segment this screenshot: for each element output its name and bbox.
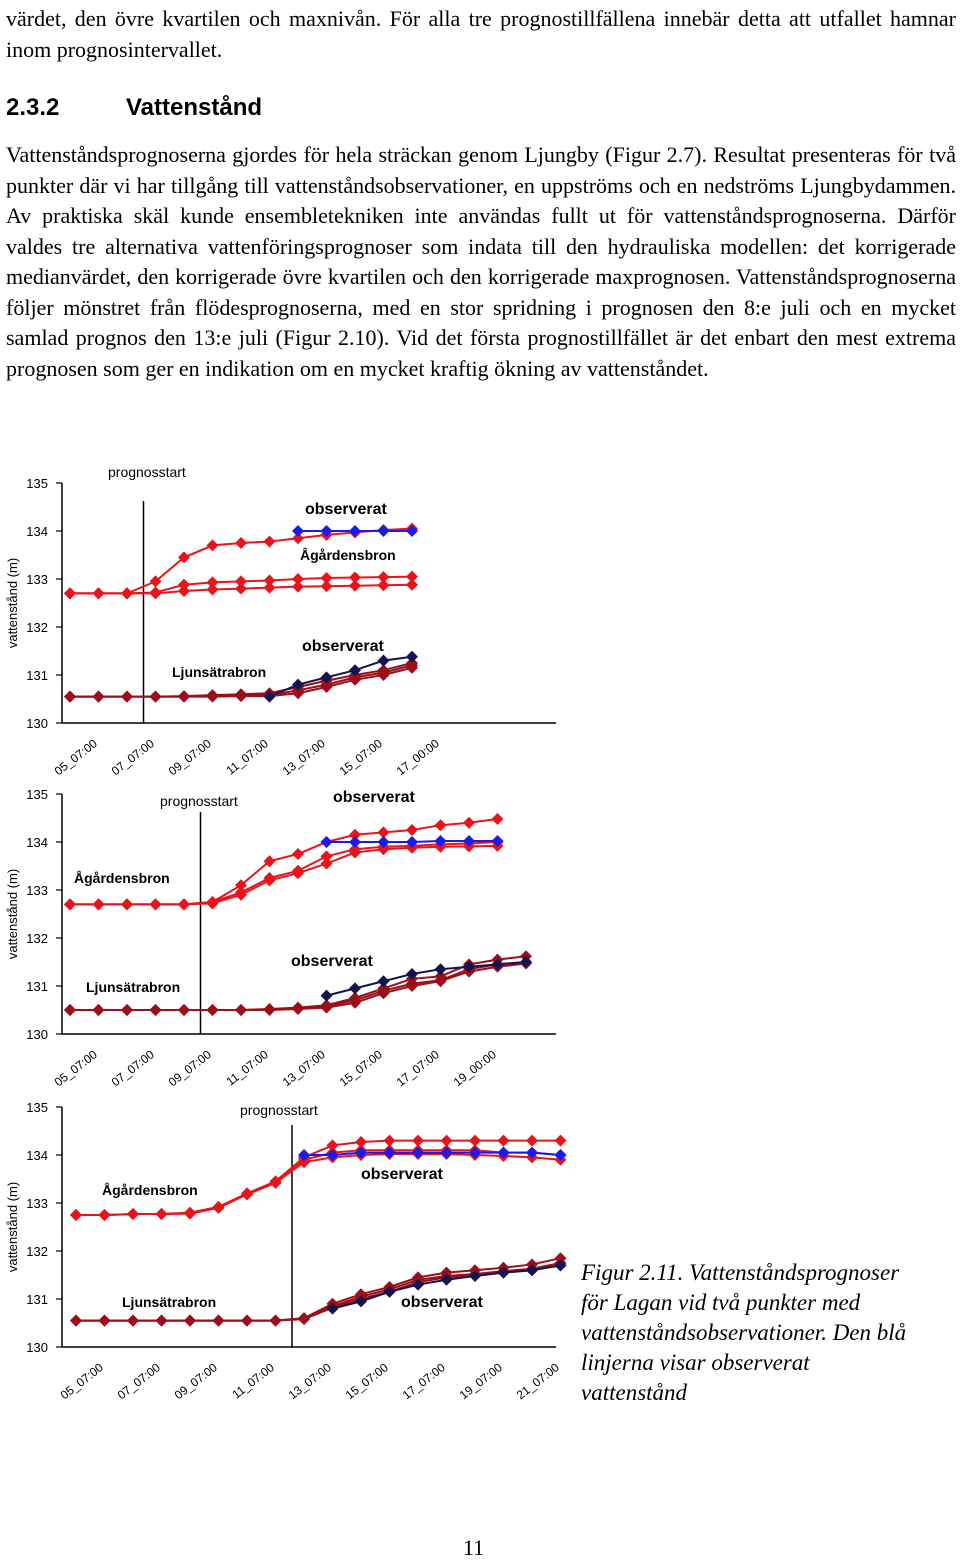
forecast-upstream-point (264, 536, 276, 548)
x-tick-label: 19_00:00 (450, 1047, 499, 1090)
station-label-agardensbron: Ågårdensbron (102, 1182, 198, 1198)
forecast-upstream-point (178, 898, 190, 910)
forecast-upstream-point (435, 819, 447, 831)
y-tick-label: 132 (26, 1244, 48, 1259)
observed-downstream-point (378, 655, 390, 667)
forecast-upstream-point (492, 813, 504, 825)
forecast-upstream-point (498, 1135, 510, 1147)
forecast-downstream-point (207, 691, 219, 703)
observed-downstream-point (349, 982, 361, 994)
y-tick-label: 135 (26, 1100, 48, 1115)
forecast-downstream-point (127, 1315, 139, 1327)
forecast-downstream-point (99, 1315, 111, 1327)
forecast-downstream-point (264, 1004, 276, 1016)
forecast-upstream-point (207, 539, 219, 551)
figure-caption: Figur 2.11. Vattenståndsprognoser för Lagan vid två punkter med vattenståndsobservationer. Den blå linjerna visar observerat vattenstånd (581, 1260, 907, 1405)
water-level-chart-1 (0, 455, 960, 785)
station-label-ljunsatrabron: Ljunsätrabron (122, 1294, 217, 1310)
forecast-upstream-point (555, 1135, 567, 1147)
forecast-downstream-point (184, 1315, 196, 1327)
x-tick-label: 11_07:00 (223, 1047, 271, 1089)
y-tick-label: 132 (26, 931, 48, 946)
forecast-upstream-point (64, 898, 76, 910)
y-tick-label: 134 (26, 1148, 48, 1163)
x-tick-label: 05_07:00 (51, 736, 100, 779)
forecast-downstream-point (178, 691, 190, 703)
y-tick-label: 131 (26, 668, 48, 683)
x-tick-label: 05_07:00 (57, 1360, 106, 1403)
y-tick-label: 135 (26, 787, 48, 802)
station-label-agardensbron: Ågårdensbron (300, 547, 396, 563)
observed-upstream-point (292, 525, 304, 537)
observed-upstream-point (321, 836, 333, 848)
observed-label-lower: observerat (291, 953, 373, 970)
forecast-downstream-point (241, 1315, 253, 1327)
observed-upstream-point (378, 525, 390, 537)
forecast-downstream-point (121, 1004, 133, 1016)
forecast-upstream-point (150, 898, 162, 910)
forecast-upstream-point (99, 1209, 111, 1221)
station-label-ljunsatrabron: Ljunsätrabron (172, 664, 267, 680)
observed-label-upper: observerat (333, 789, 415, 806)
station-label-ljunsatrabron: Ljunsätrabron (86, 979, 181, 995)
x-tick-label: 13_07:00 (285, 1360, 334, 1403)
prognosstart-label: prognosstart (160, 793, 238, 809)
forecast-upstream-point (121, 587, 133, 599)
forecast-downstream-point (93, 1004, 105, 1016)
forecast-upstream-point (70, 1209, 82, 1221)
forecast-downstream-line (76, 1263, 561, 1321)
y-tick-label: 132 (26, 620, 48, 635)
forecast-upstream-line (70, 819, 498, 904)
forecast-upstream-point (292, 581, 304, 593)
x-tick-label: 07_07:00 (114, 1360, 163, 1403)
forecast-downstream-point (207, 1004, 219, 1016)
page-number: 11 (463, 1535, 485, 1560)
forecast-upstream-point (127, 1208, 139, 1220)
x-tick-label: 17_00:00 (393, 736, 442, 779)
station-label-agardensbron: Ågårdensbron (74, 870, 170, 886)
water-level-chart-2 (0, 770, 960, 1100)
forecast-upstream-point (93, 898, 105, 910)
forecast-upstream-point (235, 537, 247, 549)
forecast-downstream-point (64, 691, 76, 703)
x-tick-label: 17_07:00 (399, 1360, 448, 1403)
y-axis-label: vattenstånd (m) (5, 868, 20, 960)
forecast-downstream-point (235, 690, 247, 702)
x-tick-label: 19_07:00 (456, 1360, 505, 1403)
forecast-downstream-point (235, 1004, 247, 1016)
x-tick-label: 09_07:00 (165, 736, 214, 779)
section-number: 2.3.2 (6, 94, 60, 121)
forecast-upstream-point (150, 587, 162, 599)
body-paragraph: Vattenståndsprognoserna gjordes för hela sträckan genom Ljungby (Figur 2.7). Resultat presenteras för två punkter där vi har tillgång till vattenståndsobservationer, en uppströms och en nedströms Ljungbydammen. Av praktiska skäl kunde ensembletekniken inte användas fullt ut för vattenståndsprognoserna. Därför valdes tre alternativa vattenföringsprognoser som indata till den hydrauliska modellen: det korrigerade medianvärdet, den korrigerade övre kvartilen och den korrigerade maxprognosen. Vattenståndsprognoserna följer mönstret från flödesprognoserna, med en stor spridning i prognosen den 8:e juli och en mycket samlad prognos den 13:e juli (Figur 2.10). Vid det första prognostillfället är det enbart den mest extrema prognosen som ger en indikation om en mycket kraftig ökning av vattenståndet. (6, 142, 956, 381)
forecast-upstream-point (406, 824, 418, 836)
forecast-upstream-point (213, 1202, 225, 1214)
forecast-upstream-point (378, 579, 390, 591)
forecast-downstream-point (150, 1004, 162, 1016)
forecast-upstream-point (264, 582, 276, 594)
y-tick-label: 130 (26, 1340, 48, 1355)
y-tick-label: 134 (26, 835, 48, 850)
forecast-downstream-point (121, 691, 133, 703)
x-tick-label: 15_07:00 (336, 736, 385, 779)
forecast-downstream-point (292, 1003, 304, 1015)
forecast-upstream-point (184, 1208, 196, 1220)
x-tick-label: 11_07:00 (229, 1360, 277, 1402)
forecast-downstream-point (93, 691, 105, 703)
forecast-downstream-point (70, 1315, 82, 1327)
x-tick-label: 15_07:00 (342, 1360, 391, 1403)
x-tick-label: 05_07:00 (51, 1047, 100, 1090)
forecast-downstream-point (270, 1315, 282, 1327)
x-tick-label: 11_07:00 (223, 736, 271, 778)
forecast-upstream-point (292, 848, 304, 860)
y-tick-label: 131 (26, 1292, 48, 1307)
forecast-upstream-point (156, 1208, 168, 1220)
x-tick-label: 07_07:00 (108, 1047, 157, 1090)
forecast-downstream-point (156, 1315, 168, 1327)
observed-downstream-point (435, 963, 447, 975)
y-tick-label: 130 (26, 1027, 48, 1042)
forecast-upstream-point (93, 587, 105, 599)
observed-downstream-point (321, 990, 333, 1002)
y-axis-label: vattenstånd (m) (5, 557, 20, 649)
forecast-upstream-point (321, 580, 333, 592)
observed-upstream-point (349, 525, 361, 537)
y-tick-label: 133 (26, 1196, 48, 1211)
prognosstart-label: prognosstart (108, 464, 186, 480)
y-tick-label: 135 (26, 476, 48, 491)
x-tick-label: 17_07:00 (393, 1047, 442, 1090)
forecast-upstream-point (121, 898, 133, 910)
x-tick-label: 15_07:00 (336, 1047, 385, 1090)
forecast-downstream-point (406, 980, 418, 992)
forecast-upstream-point (207, 584, 219, 596)
observed-label-upper: observerat (361, 1166, 443, 1183)
x-tick-label: 21_07:00 (513, 1360, 562, 1403)
forecast-downstream-point (178, 1004, 190, 1016)
y-tick-label: 131 (26, 979, 48, 994)
section-title: Vattenstånd (126, 94, 263, 121)
x-tick-label: 09_07:00 (165, 1047, 214, 1090)
x-tick-label: 13_07:00 (279, 736, 328, 779)
forecast-downstream-point (64, 1004, 76, 1016)
observed-upstream-point (406, 525, 418, 537)
y-tick-label: 133 (26, 572, 48, 587)
x-tick-label: 09_07:00 (171, 1360, 220, 1403)
prognosstart-label: prognosstart (240, 1102, 318, 1118)
forecast-upstream-point (241, 1188, 253, 1200)
intro-paragraph: värdet, den övre kvartilen och maxnivån. För alla tre prognostillfällena innebär detta att utfallet hamnar inom prognosintervallet. (6, 6, 956, 62)
y-tick-label: 134 (26, 524, 48, 539)
observed-downstream-point (378, 975, 390, 987)
forecast-upstream-point (64, 587, 76, 599)
forecast-downstream-point (213, 1315, 225, 1327)
forecast-upstream-point (349, 580, 361, 592)
observed-downstream-point (406, 651, 418, 663)
forecast-upstream-point (235, 583, 247, 595)
forecast-upstream-point (526, 1135, 538, 1147)
x-tick-label: 07_07:00 (108, 736, 157, 779)
forecast-upstream-point (406, 579, 418, 591)
y-axis-label: vattenstånd (m) (5, 1181, 20, 1273)
observed-label-lower: observerat (401, 1294, 483, 1311)
observed-upstream-point (349, 836, 361, 848)
section-heading (6, 94, 262, 122)
observed-label-upper: observerat (305, 501, 387, 518)
y-tick-label: 133 (26, 883, 48, 898)
y-tick-label: 130 (26, 716, 48, 731)
observed-label-lower: observerat (302, 638, 384, 655)
forecast-upstream-point (463, 817, 475, 829)
x-tick-label: 13_07:00 (279, 1047, 328, 1090)
forecast-downstream-point (150, 691, 162, 703)
